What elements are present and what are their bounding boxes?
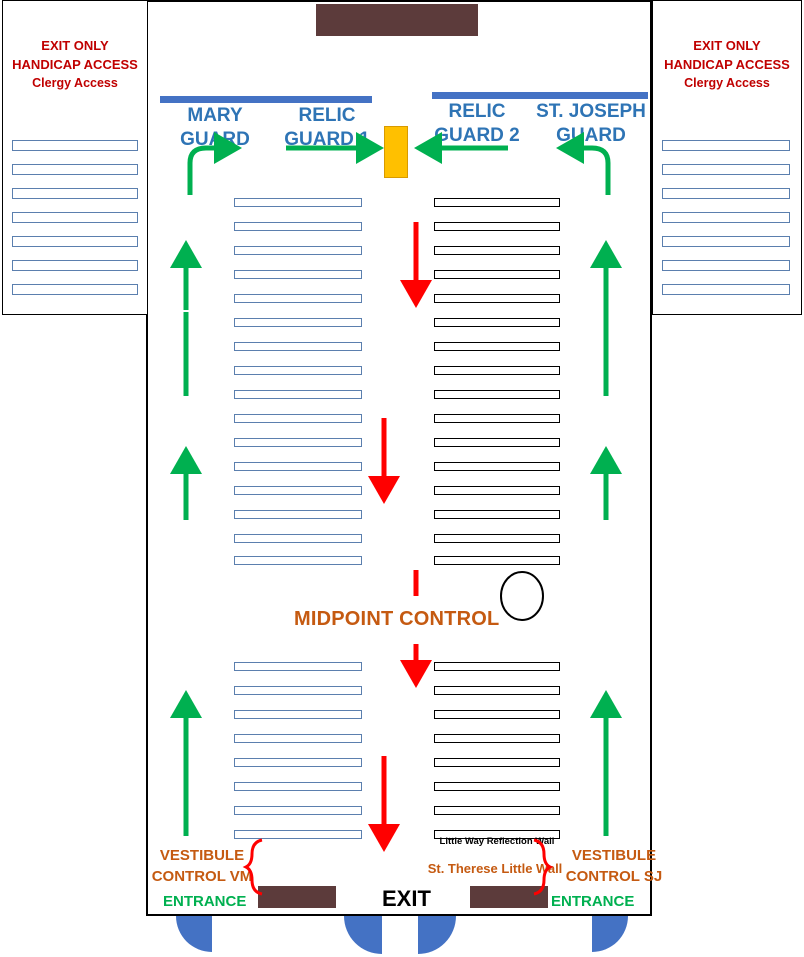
pew-row <box>434 294 560 303</box>
mary-guard-line2: GUARD <box>180 129 250 150</box>
left-room-pew <box>12 236 138 247</box>
tabernacle-marker <box>384 126 408 178</box>
mary-guard-line1: MARY <box>187 105 243 126</box>
pew-row <box>434 556 560 565</box>
right-room-pew <box>662 260 790 271</box>
pew-row <box>234 366 362 375</box>
little-way-reflection-wall-label: Little Way Reflection Wall <box>439 836 555 847</box>
midpoint-control-label: MIDPOINT CONTROL <box>294 608 500 630</box>
pew-row <box>434 366 560 375</box>
right-room-pew <box>662 212 790 223</box>
left-room-pew <box>12 284 138 295</box>
right-room-exit-only-label <box>652 36 802 93</box>
pew-row <box>234 806 362 815</box>
pew-row <box>434 510 560 519</box>
pew-row <box>234 270 362 279</box>
pew-row <box>434 222 560 231</box>
st-joseph-guard-line1: ST. JOSEPH <box>536 101 646 122</box>
pew-row <box>234 294 362 303</box>
relic-guard-1-label <box>272 104 382 152</box>
left-room-exit-only-label <box>2 36 148 93</box>
pew-row <box>434 246 560 255</box>
vestibule-control-sj-line1: VESTIBULE <box>571 847 657 864</box>
pew-row <box>434 198 560 207</box>
pew-row <box>234 782 362 791</box>
door-arc-center-right <box>418 916 456 954</box>
pew-row <box>234 414 362 423</box>
right-room-exit-only-line1: EXIT ONLY <box>693 38 761 53</box>
pew-row <box>234 462 362 471</box>
left-room-clergy-access: Clergy Access <box>32 76 118 90</box>
pew-row <box>434 342 560 351</box>
pew-row <box>234 662 362 671</box>
pew-row <box>434 462 560 471</box>
right-door-block <box>470 886 548 908</box>
entrance-right-label: ENTRANCE <box>551 893 635 910</box>
left-room-pew <box>12 140 138 151</box>
pew-row <box>234 556 362 565</box>
pew-row <box>234 830 362 839</box>
left-room-handicap-line: HANDICAP ACCESS <box>12 57 138 72</box>
left-sanctuary-bar <box>160 96 372 103</box>
altar-block <box>316 4 478 36</box>
right-room-pew <box>662 188 790 199</box>
door-arc-right <box>592 916 628 952</box>
pew-row <box>434 438 560 447</box>
pew-row <box>234 438 362 447</box>
pew-row <box>234 734 362 743</box>
right-sanctuary-bar <box>432 92 648 99</box>
right-room-pew <box>662 140 790 151</box>
door-arc-left <box>176 916 212 952</box>
vestibule-control-vm-line2: CONTROL VM <box>151 868 253 885</box>
pew-row <box>234 486 362 495</box>
pew-row <box>234 198 362 207</box>
right-room-pew <box>662 284 790 295</box>
pew-row <box>434 414 560 423</box>
vestibule-control-sj-line2: CONTROL SJ <box>565 868 663 885</box>
pew-row <box>434 710 560 719</box>
relic-guard-2-line2: GUARD 2 <box>434 125 520 146</box>
pew-row <box>434 662 560 671</box>
relic-guard-2-line1: RELIC <box>448 101 506 122</box>
left-door-block <box>258 886 336 908</box>
right-room-pew <box>662 236 790 247</box>
pew-row <box>234 510 362 519</box>
pew-row <box>234 686 362 695</box>
pew-row <box>234 246 362 255</box>
pew-row <box>434 734 560 743</box>
pew-row <box>234 710 362 719</box>
right-room-handicap-line: HANDICAP ACCESS <box>664 57 790 72</box>
vestibule-control-vm-line1: VESTIBULE <box>159 847 245 864</box>
st-therese-little-wall-label: St. Therese Little Wall <box>427 861 563 876</box>
st-joseph-guard-line2: GUARD <box>556 125 626 146</box>
vestibule-control-vm-label <box>146 845 258 887</box>
relic-guard-1-line2: GUARD 1 <box>284 129 370 150</box>
right-room-clergy-access: Clergy Access <box>684 76 770 90</box>
pew-row <box>434 318 560 327</box>
pew-row <box>434 806 560 815</box>
pew-row <box>234 222 362 231</box>
pew-row <box>434 486 560 495</box>
mary-guard-label <box>160 104 270 152</box>
pew-row <box>434 390 560 399</box>
pew-row <box>234 534 362 543</box>
pew-row <box>434 758 560 767</box>
right-room-pew <box>662 164 790 175</box>
pew-row <box>434 782 560 791</box>
left-room-pew <box>12 188 138 199</box>
left-room-pew <box>12 212 138 223</box>
st-joseph-guard-label <box>530 100 652 148</box>
pew-row <box>234 758 362 767</box>
relic-guard-2-label <box>420 100 534 148</box>
pew-row <box>234 342 362 351</box>
left-room-pew <box>12 164 138 175</box>
pew-row <box>434 270 560 279</box>
pew-row <box>234 390 362 399</box>
pew-row <box>434 534 560 543</box>
door-arc-center-left <box>344 916 382 954</box>
relic-guard-1-line1: RELIC <box>298 105 356 126</box>
left-room-exit-only-line1: EXIT ONLY <box>41 38 109 53</box>
left-room-pew <box>12 260 138 271</box>
pew-row <box>234 318 362 327</box>
pew-row <box>434 686 560 695</box>
exit-label: EXIT <box>382 886 431 911</box>
entrance-left-label: ENTRANCE <box>163 893 247 910</box>
